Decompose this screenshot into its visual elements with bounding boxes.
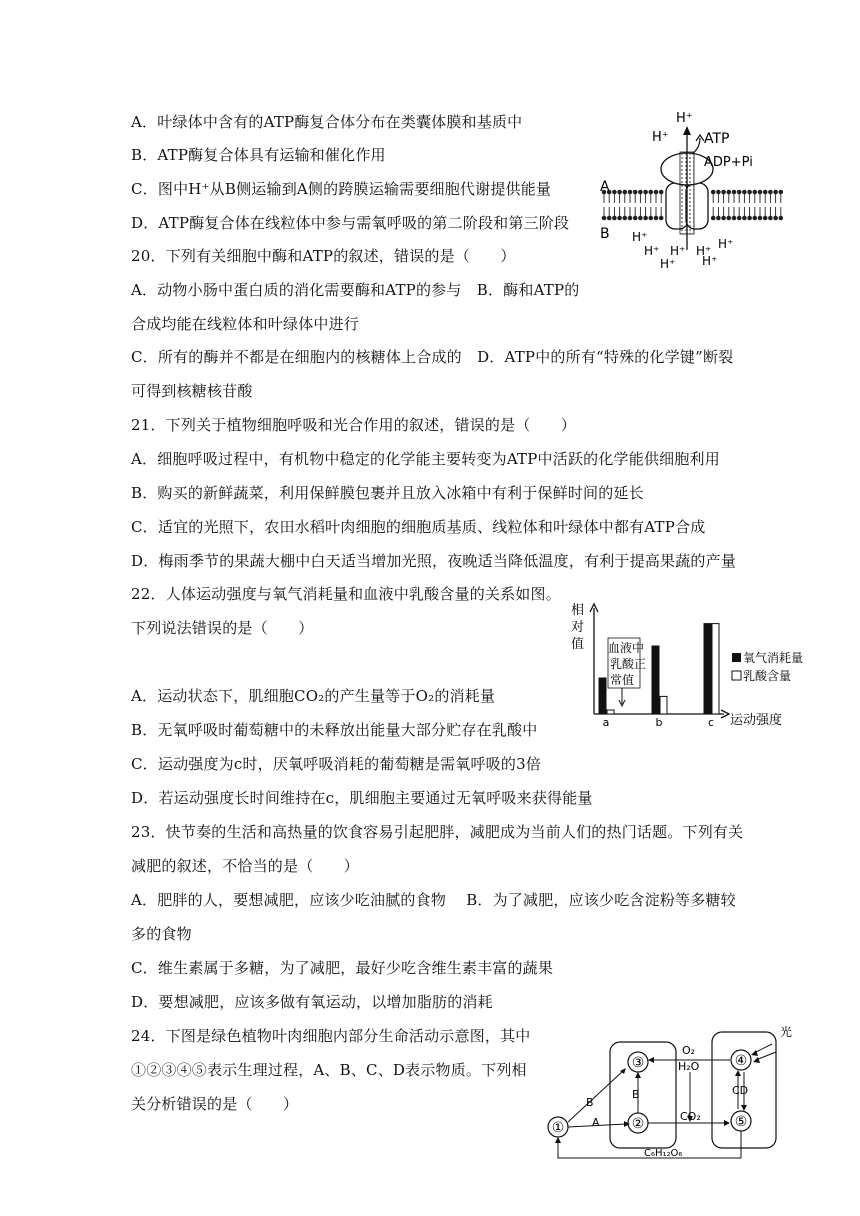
exercise-bar-chart xyxy=(566,600,818,734)
text-line: 关分析错误的是（ ） xyxy=(131,1095,299,1113)
atp-label: ATP xyxy=(704,131,730,147)
text-line: 22．人体运动强度与氧气消耗量和血液中乳酸含量的关系如图。 xyxy=(131,585,561,603)
a-label: A xyxy=(592,1116,600,1129)
co2-label: CO₂ xyxy=(680,1110,701,1123)
bar-lactate-c xyxy=(712,624,719,714)
h-ion: H⁺ xyxy=(670,244,686,258)
bar-oxygen-b xyxy=(652,646,659,714)
text-line: A．细胞呼吸过程中，有机物中稳定的化学能主要转变为ATP中活跃的化学能供细胞利用 xyxy=(131,450,720,468)
text-line: 多的食物 xyxy=(131,925,192,943)
y-axis-label-2: 对 xyxy=(571,620,585,635)
cd-label: CD xyxy=(732,1084,749,1097)
atp-synthase-figure xyxy=(596,108,786,274)
bar-lactate-a xyxy=(607,710,614,714)
text-line: 20．下列有关细胞中酶和ATP的叙述，错误的是（ ） xyxy=(131,247,516,265)
h-ion: H⁺ xyxy=(644,244,660,258)
legend-lactate: 乳酸含量 xyxy=(743,669,792,683)
h-ion: H⁺ xyxy=(718,237,734,251)
text-line: 24．下图是绿色植物叶肉细胞内部分生命活动示意图，其中 xyxy=(131,1027,531,1045)
h-ion-upper-left: H⁺ xyxy=(652,130,669,145)
h-ion-top: H⁺ xyxy=(676,111,693,126)
y-axis-label-3: 值 xyxy=(571,637,585,652)
text-line: D．若运动强度长时间维持在c，肌细胞主要通过无氧呼吸来获得能量 xyxy=(131,789,593,807)
annotation-line-1: 血液中 xyxy=(608,641,645,655)
category-label-c: c xyxy=(707,716,715,729)
text-line: B．购买的新鲜蔬菜，利用保鲜膜包裹并且放入冰箱中有利于保鲜时间的延长 xyxy=(131,484,644,502)
h-ion: H⁺ xyxy=(696,244,712,258)
text-line: 可得到核糖核苷酸 xyxy=(131,382,253,400)
node-1: ① xyxy=(551,1120,565,1136)
text-line: 减肥的叙述，不恰当的是（ ） xyxy=(131,857,360,875)
node-5: ⑤ xyxy=(734,1114,748,1130)
node-3: ③ xyxy=(631,1055,645,1071)
legend-oxygen: 氧气消耗量 xyxy=(743,651,804,665)
annotation-line-3: 常值 xyxy=(610,673,635,687)
h-ion: H⁺ xyxy=(702,254,718,268)
text-line: ①②③④⑤表示生理过程，A、B、C、D表示物质。下列相 xyxy=(131,1061,527,1079)
text-line: D．ATP酶复合体在线粒体中参与需氧呼吸的第二阶段和第三阶段 xyxy=(131,214,570,232)
node-2: ② xyxy=(631,1116,645,1132)
legend-swatch-oxygen xyxy=(732,653,741,662)
glucose-label: C₆H₁₂O₆ xyxy=(644,1148,683,1159)
text-line: 23．快节奏的生活和高热量的饮食容易引起肥胖，减肥成为当前人们的热门话题。下列有关 xyxy=(131,823,744,841)
o2-label: O₂ xyxy=(682,1044,696,1057)
h-ion: H⁺ xyxy=(632,230,648,244)
b-label-1: B xyxy=(586,1096,594,1109)
legend-swatch-lactate xyxy=(732,671,741,680)
adp-pi-label: ADP+Pi xyxy=(704,155,753,170)
text-line: C．适宜的光照下，农田水稻叶肉细胞的细胞质基质、线粒体和叶绿体中都有ATP合成 xyxy=(131,518,706,536)
text-line: C．图中H⁺从B侧运输到A侧的跨膜运输需要细胞代谢提供能量 xyxy=(131,180,552,198)
category-label-a: a xyxy=(602,716,610,729)
text-line: 合成均能在线粒体和叶绿体中进行 xyxy=(131,315,360,333)
text-line: D．梅雨季节的果蔬大棚中白天适当增加光照，夜晚适当降低温度，有利于提高果蔬的产量 xyxy=(131,552,737,570)
x-axis-label: 运动强度 xyxy=(730,713,783,728)
annotation-line-2: 乳酸正 xyxy=(610,657,647,671)
text-line: C．维生素属于多糖，为了减肥，最好少吃含维生素丰富的蔬果 xyxy=(131,959,554,977)
category-label-b: b xyxy=(655,716,663,729)
cell-process-diagram xyxy=(540,1020,802,1166)
side-b-label: B xyxy=(600,226,610,242)
text-line: 下列说法错误的是（ ） xyxy=(131,619,314,637)
b-label-2: B xyxy=(632,1088,640,1101)
text-line: 21．下列关于植物细胞呼吸和光合作用的叙述，错误的是（ ） xyxy=(131,416,577,434)
text-line: A．动物小肠中蛋白质的消化需要酶和ATP的参与 B．酶和ATP的 xyxy=(131,281,580,299)
text-line: B．ATP酶复合体具有运输和催化作用 xyxy=(131,146,386,164)
bar-lactate-b xyxy=(660,696,667,714)
y-axis-label-1: 相 xyxy=(571,603,585,618)
h2o-label: H₂O xyxy=(678,1060,700,1073)
bar-oxygen-a xyxy=(599,678,606,714)
side-a-label: A xyxy=(600,179,610,195)
node-4: ④ xyxy=(734,1053,748,1069)
bar-oxygen-c xyxy=(704,624,711,714)
light-label: 光 xyxy=(780,1025,793,1039)
text-line: A．叶绿体中含有的ATP酶复合体分布在类囊体膜和基质中 xyxy=(131,113,523,131)
text-line: C．运动强度为c时，厌氧呼吸消耗的葡萄糖是需氧呼吸的3倍 xyxy=(131,755,542,773)
text-line: A．肥胖的人，要想减肥，应该少吃油腻的食物 B．为了减肥，应该少吃含淀粉等多糖较 xyxy=(131,891,736,909)
text-line: D．要想减肥，应该多做有氧运动，以增加脂肪的消耗 xyxy=(131,993,493,1011)
h-ion: H⁺ xyxy=(660,257,676,271)
text-line: B．无氧呼吸时葡萄糖中的未释放出能量大部分贮存在乳酸中 xyxy=(131,721,538,739)
text-line: A．运动状态下，肌细胞CO₂的产生量等于O₂的消耗量 xyxy=(131,687,496,705)
text-line: C．所有的酶并不都是在细胞内的核糖体上合成的 D．ATP中的所有“特殊的化学键”断裂 xyxy=(131,348,734,366)
